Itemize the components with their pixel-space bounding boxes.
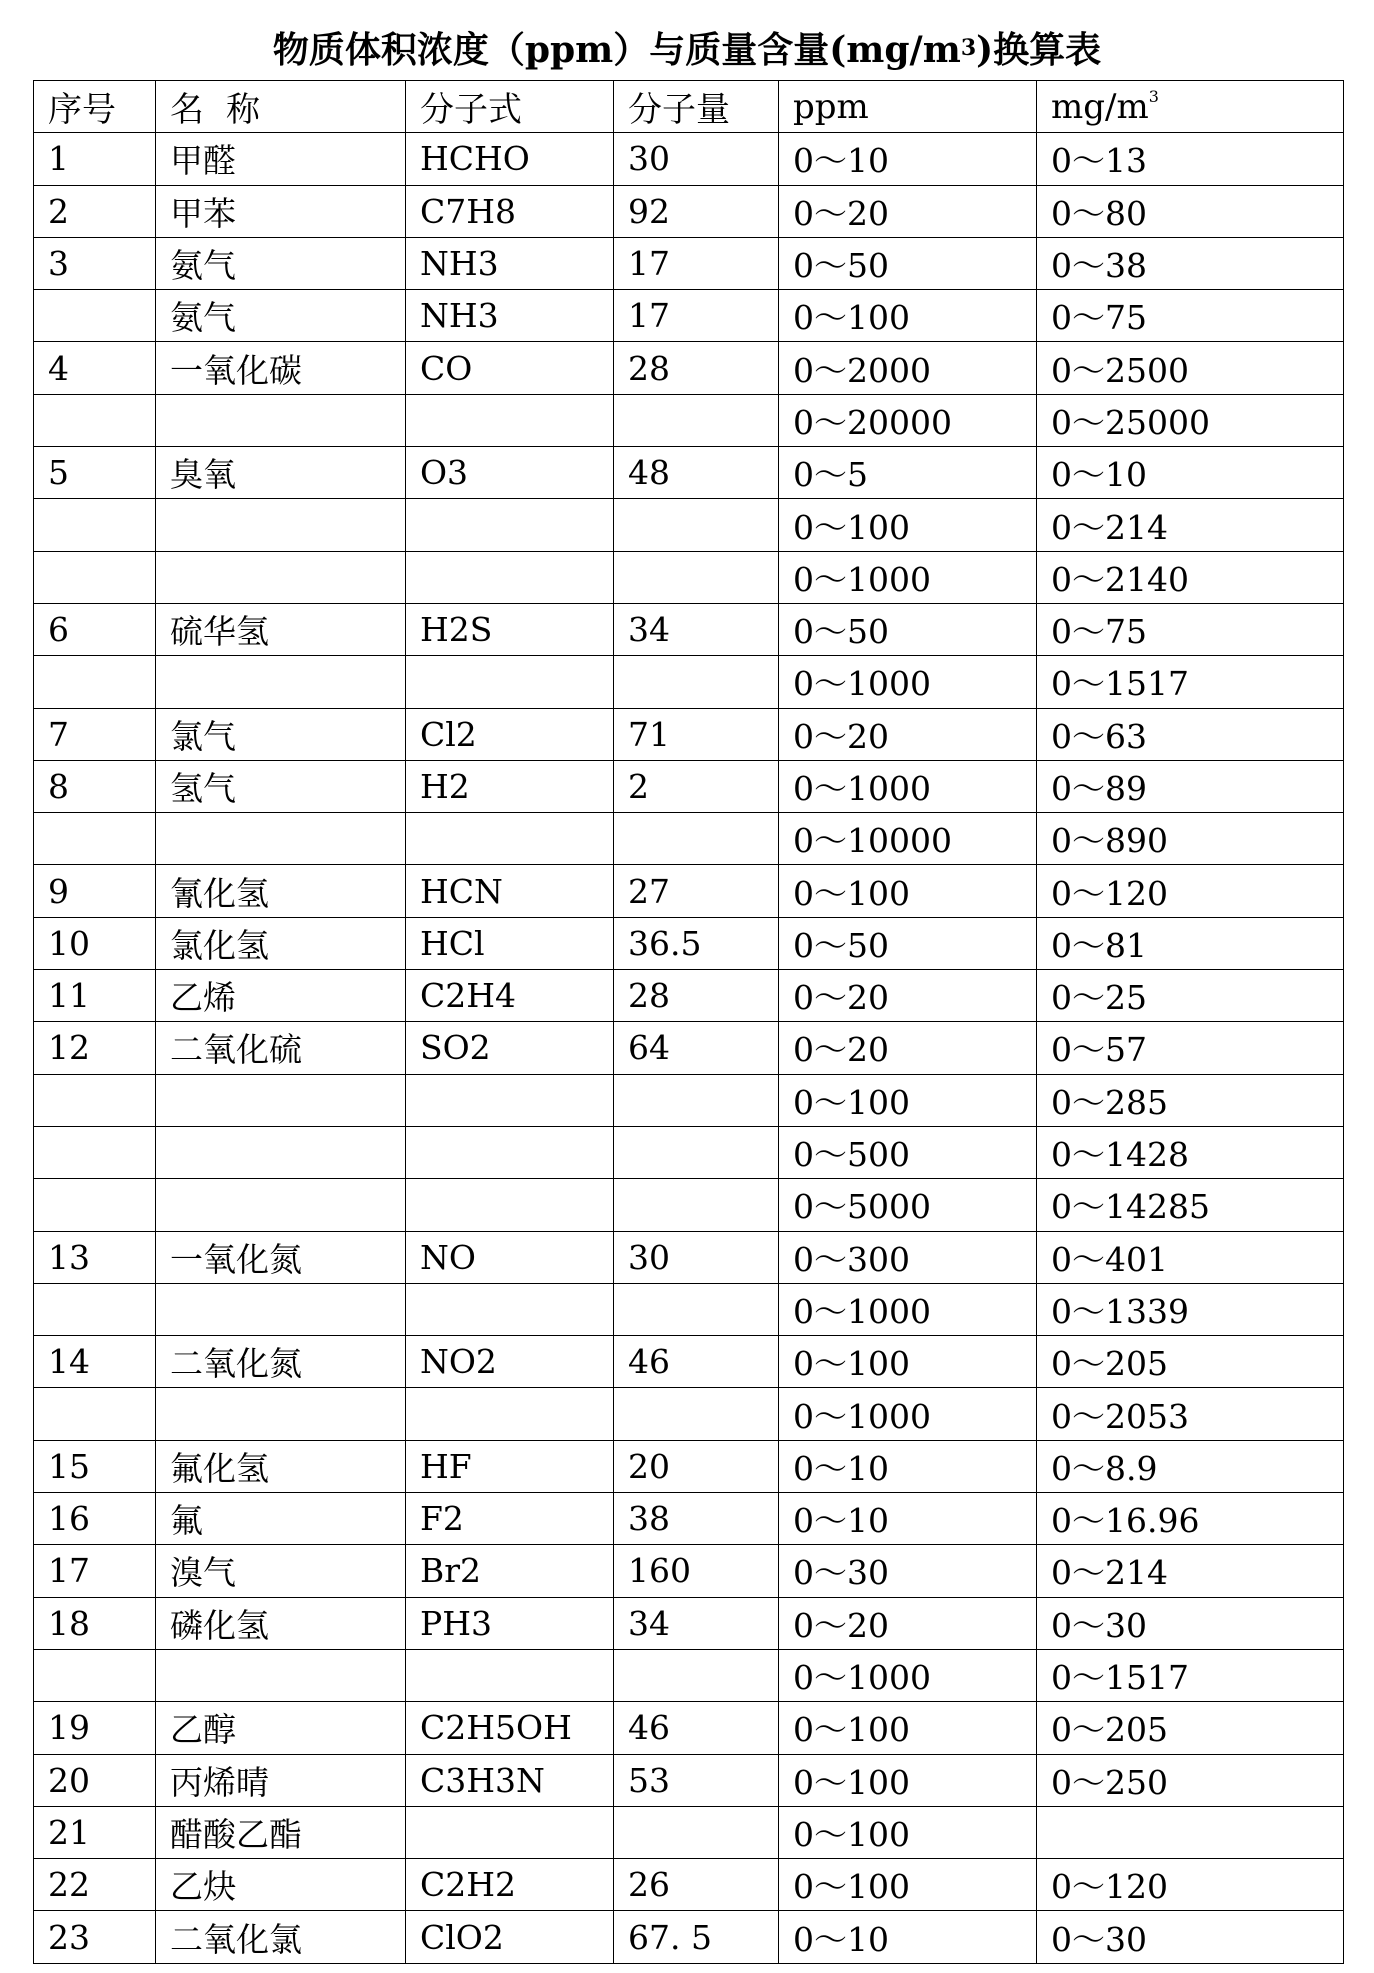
title-end: )换算表 — [976, 29, 1102, 71]
cell-name — [156, 1126, 406, 1178]
cell-name — [156, 499, 406, 551]
cell-no: 19 — [34, 1702, 156, 1754]
cell-mg-per-m3 — [1037, 1806, 1344, 1858]
cell-no: 2 — [34, 185, 156, 237]
cell-name: 乙炔 — [156, 1859, 406, 1911]
cell-formula — [406, 394, 614, 446]
cell-mg-per-m3: 0～120 — [1037, 1859, 1344, 1911]
title-main: 物质体积浓度（ppm）与质量含量(mg/m — [272, 29, 961, 71]
table-row — [34, 917, 1344, 969]
cell-formula — [406, 1074, 614, 1126]
cell-mg-per-m3: 0～285 — [1037, 1074, 1344, 1126]
cell-name: 臭氧 — [156, 447, 406, 499]
table-row — [34, 1126, 1344, 1178]
cell-ppm: 0～20 — [779, 708, 1037, 760]
cell-ppm: 0～1000 — [779, 1283, 1037, 1335]
table-row — [34, 342, 1344, 394]
cell-formula: C2H4 — [406, 970, 614, 1022]
cell-molecular-weight: 30 — [614, 1231, 779, 1283]
cell-mg-per-m3: 0～250 — [1037, 1754, 1344, 1806]
cell-ppm: 0～20 — [779, 185, 1037, 237]
cell-name — [156, 551, 406, 603]
cell-no: 12 — [34, 1022, 156, 1074]
cell-formula: C2H5OH — [406, 1702, 614, 1754]
cell-mg-per-m3: 0～30 — [1037, 1911, 1344, 1963]
cell-mg-per-m3: 0～1517 — [1037, 1649, 1344, 1701]
cell-molecular-weight: 64 — [614, 1022, 779, 1074]
cell-formula: F2 — [406, 1493, 614, 1545]
cell-mg-per-m3: 0～10 — [1037, 447, 1344, 499]
cell-molecular-weight — [614, 551, 779, 603]
table-row — [34, 394, 1344, 446]
table-row — [34, 185, 1344, 237]
cell-formula: SO2 — [406, 1022, 614, 1074]
table-row — [34, 1806, 1344, 1858]
cell-formula — [406, 1806, 614, 1858]
table-row — [34, 865, 1344, 917]
cell-no — [34, 1179, 156, 1231]
cell-molecular-weight — [614, 656, 779, 708]
cell-molecular-weight: 2 — [614, 760, 779, 812]
table-row — [34, 1649, 1344, 1701]
cell-name — [156, 1074, 406, 1126]
cell-ppm: 0～5 — [779, 447, 1037, 499]
table-row — [34, 447, 1344, 499]
cell-name: 氯化氢 — [156, 917, 406, 969]
cell-formula: CO — [406, 342, 614, 394]
cell-molecular-weight — [614, 1179, 779, 1231]
cell-ppm: 0～20 — [779, 970, 1037, 1022]
table-row — [34, 1545, 1344, 1597]
cell-no — [34, 290, 156, 342]
cell-molecular-weight: 71 — [614, 708, 779, 760]
cell-no — [34, 813, 156, 865]
table-row — [34, 1597, 1344, 1649]
cell-no: 3 — [34, 237, 156, 289]
cell-formula: NH3 — [406, 290, 614, 342]
cell-name: 二氧化氮 — [156, 1336, 406, 1388]
table-row — [34, 708, 1344, 760]
cell-mg-per-m3: 0～13 — [1037, 133, 1344, 185]
cell-formula — [406, 551, 614, 603]
cell-mg-per-m3: 0～1517 — [1037, 656, 1344, 708]
cell-name: 溴气 — [156, 1545, 406, 1597]
table-row — [34, 656, 1344, 708]
cell-name: 甲醛 — [156, 133, 406, 185]
cell-no: 21 — [34, 1806, 156, 1858]
cell-no: 8 — [34, 760, 156, 812]
table-row — [34, 1440, 1344, 1492]
cell-no: 4 — [34, 342, 156, 394]
cell-molecular-weight: 34 — [614, 603, 779, 655]
cell-mg-per-m3: 0～75 — [1037, 290, 1344, 342]
table-row — [34, 133, 1344, 185]
table-row — [34, 813, 1344, 865]
cell-name: 二氧化氯 — [156, 1911, 406, 1963]
cell-molecular-weight — [614, 499, 779, 551]
cell-formula: C7H8 — [406, 185, 614, 237]
cell-molecular-weight: 160 — [614, 1545, 779, 1597]
cell-ppm: 0～100 — [779, 1336, 1037, 1388]
cell-name: 醋酸乙酯 — [156, 1806, 406, 1858]
table-row — [34, 1231, 1344, 1283]
cell-mg-per-m3: 0～1428 — [1037, 1126, 1344, 1178]
header-formula: 分子式 — [406, 81, 614, 133]
cell-molecular-weight: 27 — [614, 865, 779, 917]
cell-molecular-weight — [614, 1388, 779, 1440]
cell-formula: H2 — [406, 760, 614, 812]
cell-ppm: 0～20 — [779, 1022, 1037, 1074]
cell-no: 1 — [34, 133, 156, 185]
cell-molecular-weight: 53 — [614, 1754, 779, 1806]
cell-formula — [406, 1179, 614, 1231]
cell-no: 22 — [34, 1859, 156, 1911]
cell-ppm: 0～1000 — [779, 760, 1037, 812]
cell-no: 5 — [34, 447, 156, 499]
table-row — [34, 1702, 1344, 1754]
cell-ppm: 0～10 — [779, 133, 1037, 185]
cell-name: 氨气 — [156, 237, 406, 289]
cell-ppm: 0～5000 — [779, 1179, 1037, 1231]
cell-molecular-weight: 28 — [614, 342, 779, 394]
cell-ppm: 0～100 — [779, 1859, 1037, 1911]
table-row — [34, 499, 1344, 551]
cell-formula: NO — [406, 1231, 614, 1283]
cell-mg-per-m3: 0～80 — [1037, 185, 1344, 237]
cell-molecular-weight: 67. 5 — [614, 1911, 779, 1963]
cell-ppm: 0～2000 — [779, 342, 1037, 394]
cell-mg-per-m3: 0～38 — [1037, 237, 1344, 289]
cell-mg-per-m3: 0～120 — [1037, 865, 1344, 917]
cell-mg-per-m3: 0～2500 — [1037, 342, 1344, 394]
cell-no: 7 — [34, 708, 156, 760]
cell-ppm: 0～100 — [779, 290, 1037, 342]
table-row — [34, 1911, 1344, 1963]
table-body — [34, 133, 1344, 1963]
cell-mg-per-m3: 0～89 — [1037, 760, 1344, 812]
cell-molecular-weight — [614, 1126, 779, 1178]
cell-ppm: 0～500 — [779, 1126, 1037, 1178]
cell-mg-per-m3: 0～14285 — [1037, 1179, 1344, 1231]
cell-name — [156, 656, 406, 708]
cell-mg-per-m3: 0～2140 — [1037, 551, 1344, 603]
cell-ppm: 0～20 — [779, 1597, 1037, 1649]
cell-ppm: 0～100 — [779, 865, 1037, 917]
cell-mg-per-m3: 0～214 — [1037, 499, 1344, 551]
cell-mg-per-m3: 0～30 — [1037, 1597, 1344, 1649]
cell-ppm: 0～20000 — [779, 394, 1037, 446]
header-mg-base: mg/m — [1051, 86, 1149, 127]
cell-mg-per-m3: 0～205 — [1037, 1702, 1344, 1754]
cell-mg-per-m3: 0～75 — [1037, 603, 1344, 655]
cell-ppm: 0～100 — [779, 1806, 1037, 1858]
cell-name — [156, 394, 406, 446]
header-mg-superscript: 3 — [1148, 86, 1159, 106]
cell-name: 氟化氢 — [156, 1440, 406, 1492]
cell-name: 乙烯 — [156, 970, 406, 1022]
cell-name: 一氧化碳 — [156, 342, 406, 394]
cell-ppm: 0～100 — [779, 1754, 1037, 1806]
table-row — [34, 970, 1344, 1022]
cell-no: 20 — [34, 1754, 156, 1806]
document-title — [0, 22, 1374, 78]
cell-no — [34, 551, 156, 603]
cell-ppm: 0～50 — [779, 917, 1037, 969]
cell-ppm: 0～10 — [779, 1493, 1037, 1545]
cell-molecular-weight: 26 — [614, 1859, 779, 1911]
cell-formula — [406, 813, 614, 865]
cell-molecular-weight: 48 — [614, 447, 779, 499]
table-row — [34, 1179, 1344, 1231]
cell-formula: Br2 — [406, 1545, 614, 1597]
cell-mg-per-m3: 0～401 — [1037, 1231, 1344, 1283]
cell-no: 17 — [34, 1545, 156, 1597]
table-row — [34, 760, 1344, 812]
cell-formula: Cl2 — [406, 708, 614, 760]
cell-no: 6 — [34, 603, 156, 655]
cell-molecular-weight: 17 — [614, 290, 779, 342]
table-row — [34, 1388, 1344, 1440]
cell-name: 硫华氢 — [156, 603, 406, 655]
cell-name: 氰化氢 — [156, 865, 406, 917]
cell-ppm: 0～1000 — [779, 1388, 1037, 1440]
cell-no: 13 — [34, 1231, 156, 1283]
cell-molecular-weight: 28 — [614, 970, 779, 1022]
cell-no: 11 — [34, 970, 156, 1022]
header-mg-per-m3 — [1037, 81, 1344, 133]
cell-formula: PH3 — [406, 1597, 614, 1649]
cell-name: 氟 — [156, 1493, 406, 1545]
cell-ppm: 0～50 — [779, 237, 1037, 289]
cell-formula: NH3 — [406, 237, 614, 289]
cell-formula: HCN — [406, 865, 614, 917]
cell-name: 一氧化氮 — [156, 1231, 406, 1283]
cell-mg-per-m3: 0～16.96 — [1037, 1493, 1344, 1545]
cell-formula — [406, 499, 614, 551]
cell-ppm: 0～10000 — [779, 813, 1037, 865]
cell-ppm: 0～50 — [779, 603, 1037, 655]
cell-molecular-weight: 30 — [614, 133, 779, 185]
cell-name — [156, 1649, 406, 1701]
table-row — [34, 237, 1344, 289]
cell-no: 14 — [34, 1336, 156, 1388]
table-row — [34, 551, 1344, 603]
table-row — [34, 1283, 1344, 1335]
cell-formula: C3H3N — [406, 1754, 614, 1806]
conversion-table — [33, 80, 1344, 1964]
cell-ppm: 0～100 — [779, 499, 1037, 551]
cell-no — [34, 1126, 156, 1178]
cell-mg-per-m3: 0～25000 — [1037, 394, 1344, 446]
cell-no: 16 — [34, 1493, 156, 1545]
cell-name: 甲苯 — [156, 185, 406, 237]
cell-formula — [406, 1388, 614, 1440]
cell-formula: H2S — [406, 603, 614, 655]
cell-name: 丙烯晴 — [156, 1754, 406, 1806]
cell-formula — [406, 1126, 614, 1178]
cell-no — [34, 394, 156, 446]
cell-name: 乙醇 — [156, 1702, 406, 1754]
table-row — [34, 1754, 1344, 1806]
cell-mg-per-m3: 0～8.9 — [1037, 1440, 1344, 1492]
table-row — [34, 603, 1344, 655]
cell-ppm: 0～30 — [779, 1545, 1037, 1597]
cell-mg-per-m3: 0～1339 — [1037, 1283, 1344, 1335]
table-row — [34, 1074, 1344, 1126]
cell-name: 磷化氢 — [156, 1597, 406, 1649]
cell-no — [34, 1074, 156, 1126]
cell-molecular-weight — [614, 1649, 779, 1701]
cell-name: 氯气 — [156, 708, 406, 760]
cell-name — [156, 813, 406, 865]
cell-no: 10 — [34, 917, 156, 969]
header-name: 名称 — [156, 81, 406, 133]
cell-name — [156, 1388, 406, 1440]
cell-formula — [406, 656, 614, 708]
title-superscript: 3 — [960, 35, 977, 61]
cell-mg-per-m3: 0～57 — [1037, 1022, 1344, 1074]
cell-mg-per-m3: 0～205 — [1037, 1336, 1344, 1388]
cell-formula: NO2 — [406, 1336, 614, 1388]
cell-ppm: 0～100 — [779, 1074, 1037, 1126]
table-header-row — [34, 81, 1344, 133]
cell-ppm: 0～300 — [779, 1231, 1037, 1283]
cell-mg-per-m3: 0～81 — [1037, 917, 1344, 969]
cell-no — [34, 499, 156, 551]
cell-mg-per-m3: 0～890 — [1037, 813, 1344, 865]
cell-formula: HCHO — [406, 133, 614, 185]
cell-molecular-weight: 34 — [614, 1597, 779, 1649]
cell-molecular-weight — [614, 1806, 779, 1858]
cell-molecular-weight — [614, 1283, 779, 1335]
table-row — [34, 1859, 1344, 1911]
cell-molecular-weight: 92 — [614, 185, 779, 237]
cell-name: 氢气 — [156, 760, 406, 812]
header-ppm: ppm — [779, 81, 1037, 133]
cell-mg-per-m3: 0～25 — [1037, 970, 1344, 1022]
cell-formula: O3 — [406, 447, 614, 499]
cell-name: 氨气 — [156, 290, 406, 342]
cell-name: 二氧化硫 — [156, 1022, 406, 1074]
cell-no — [34, 1283, 156, 1335]
cell-formula: C2H2 — [406, 1859, 614, 1911]
cell-no: 15 — [34, 1440, 156, 1492]
cell-ppm: 0～10 — [779, 1440, 1037, 1492]
cell-molecular-weight: 17 — [614, 237, 779, 289]
cell-formula: HCl — [406, 917, 614, 969]
cell-no — [34, 656, 156, 708]
cell-no: 23 — [34, 1911, 156, 1963]
cell-no: 18 — [34, 1597, 156, 1649]
cell-molecular-weight: 46 — [614, 1336, 779, 1388]
cell-no — [34, 1388, 156, 1440]
table-row — [34, 290, 1344, 342]
header-molecular-weight: 分子量 — [614, 81, 779, 133]
cell-molecular-weight — [614, 1074, 779, 1126]
cell-formula — [406, 1283, 614, 1335]
cell-molecular-weight: 46 — [614, 1702, 779, 1754]
table-row — [34, 1022, 1344, 1074]
cell-molecular-weight: 36.5 — [614, 917, 779, 969]
cell-no: 9 — [34, 865, 156, 917]
cell-ppm: 0～10 — [779, 1911, 1037, 1963]
cell-name — [156, 1179, 406, 1231]
table-row — [34, 1336, 1344, 1388]
table-row — [34, 1493, 1344, 1545]
cell-formula: HF — [406, 1440, 614, 1492]
cell-ppm: 0～1000 — [779, 656, 1037, 708]
cell-ppm: 0～100 — [779, 1702, 1037, 1754]
cell-mg-per-m3: 0～214 — [1037, 1545, 1344, 1597]
cell-molecular-weight: 20 — [614, 1440, 779, 1492]
cell-mg-per-m3: 0～63 — [1037, 708, 1344, 760]
cell-formula: ClO2 — [406, 1911, 614, 1963]
cell-formula — [406, 1649, 614, 1701]
header-no: 序号 — [34, 81, 156, 133]
cell-molecular-weight — [614, 813, 779, 865]
cell-mg-per-m3: 0～2053 — [1037, 1388, 1344, 1440]
cell-molecular-weight: 38 — [614, 1493, 779, 1545]
cell-molecular-weight — [614, 394, 779, 446]
cell-ppm: 0～1000 — [779, 551, 1037, 603]
cell-name — [156, 1283, 406, 1335]
cell-no — [34, 1649, 156, 1701]
cell-ppm: 0～1000 — [779, 1649, 1037, 1701]
